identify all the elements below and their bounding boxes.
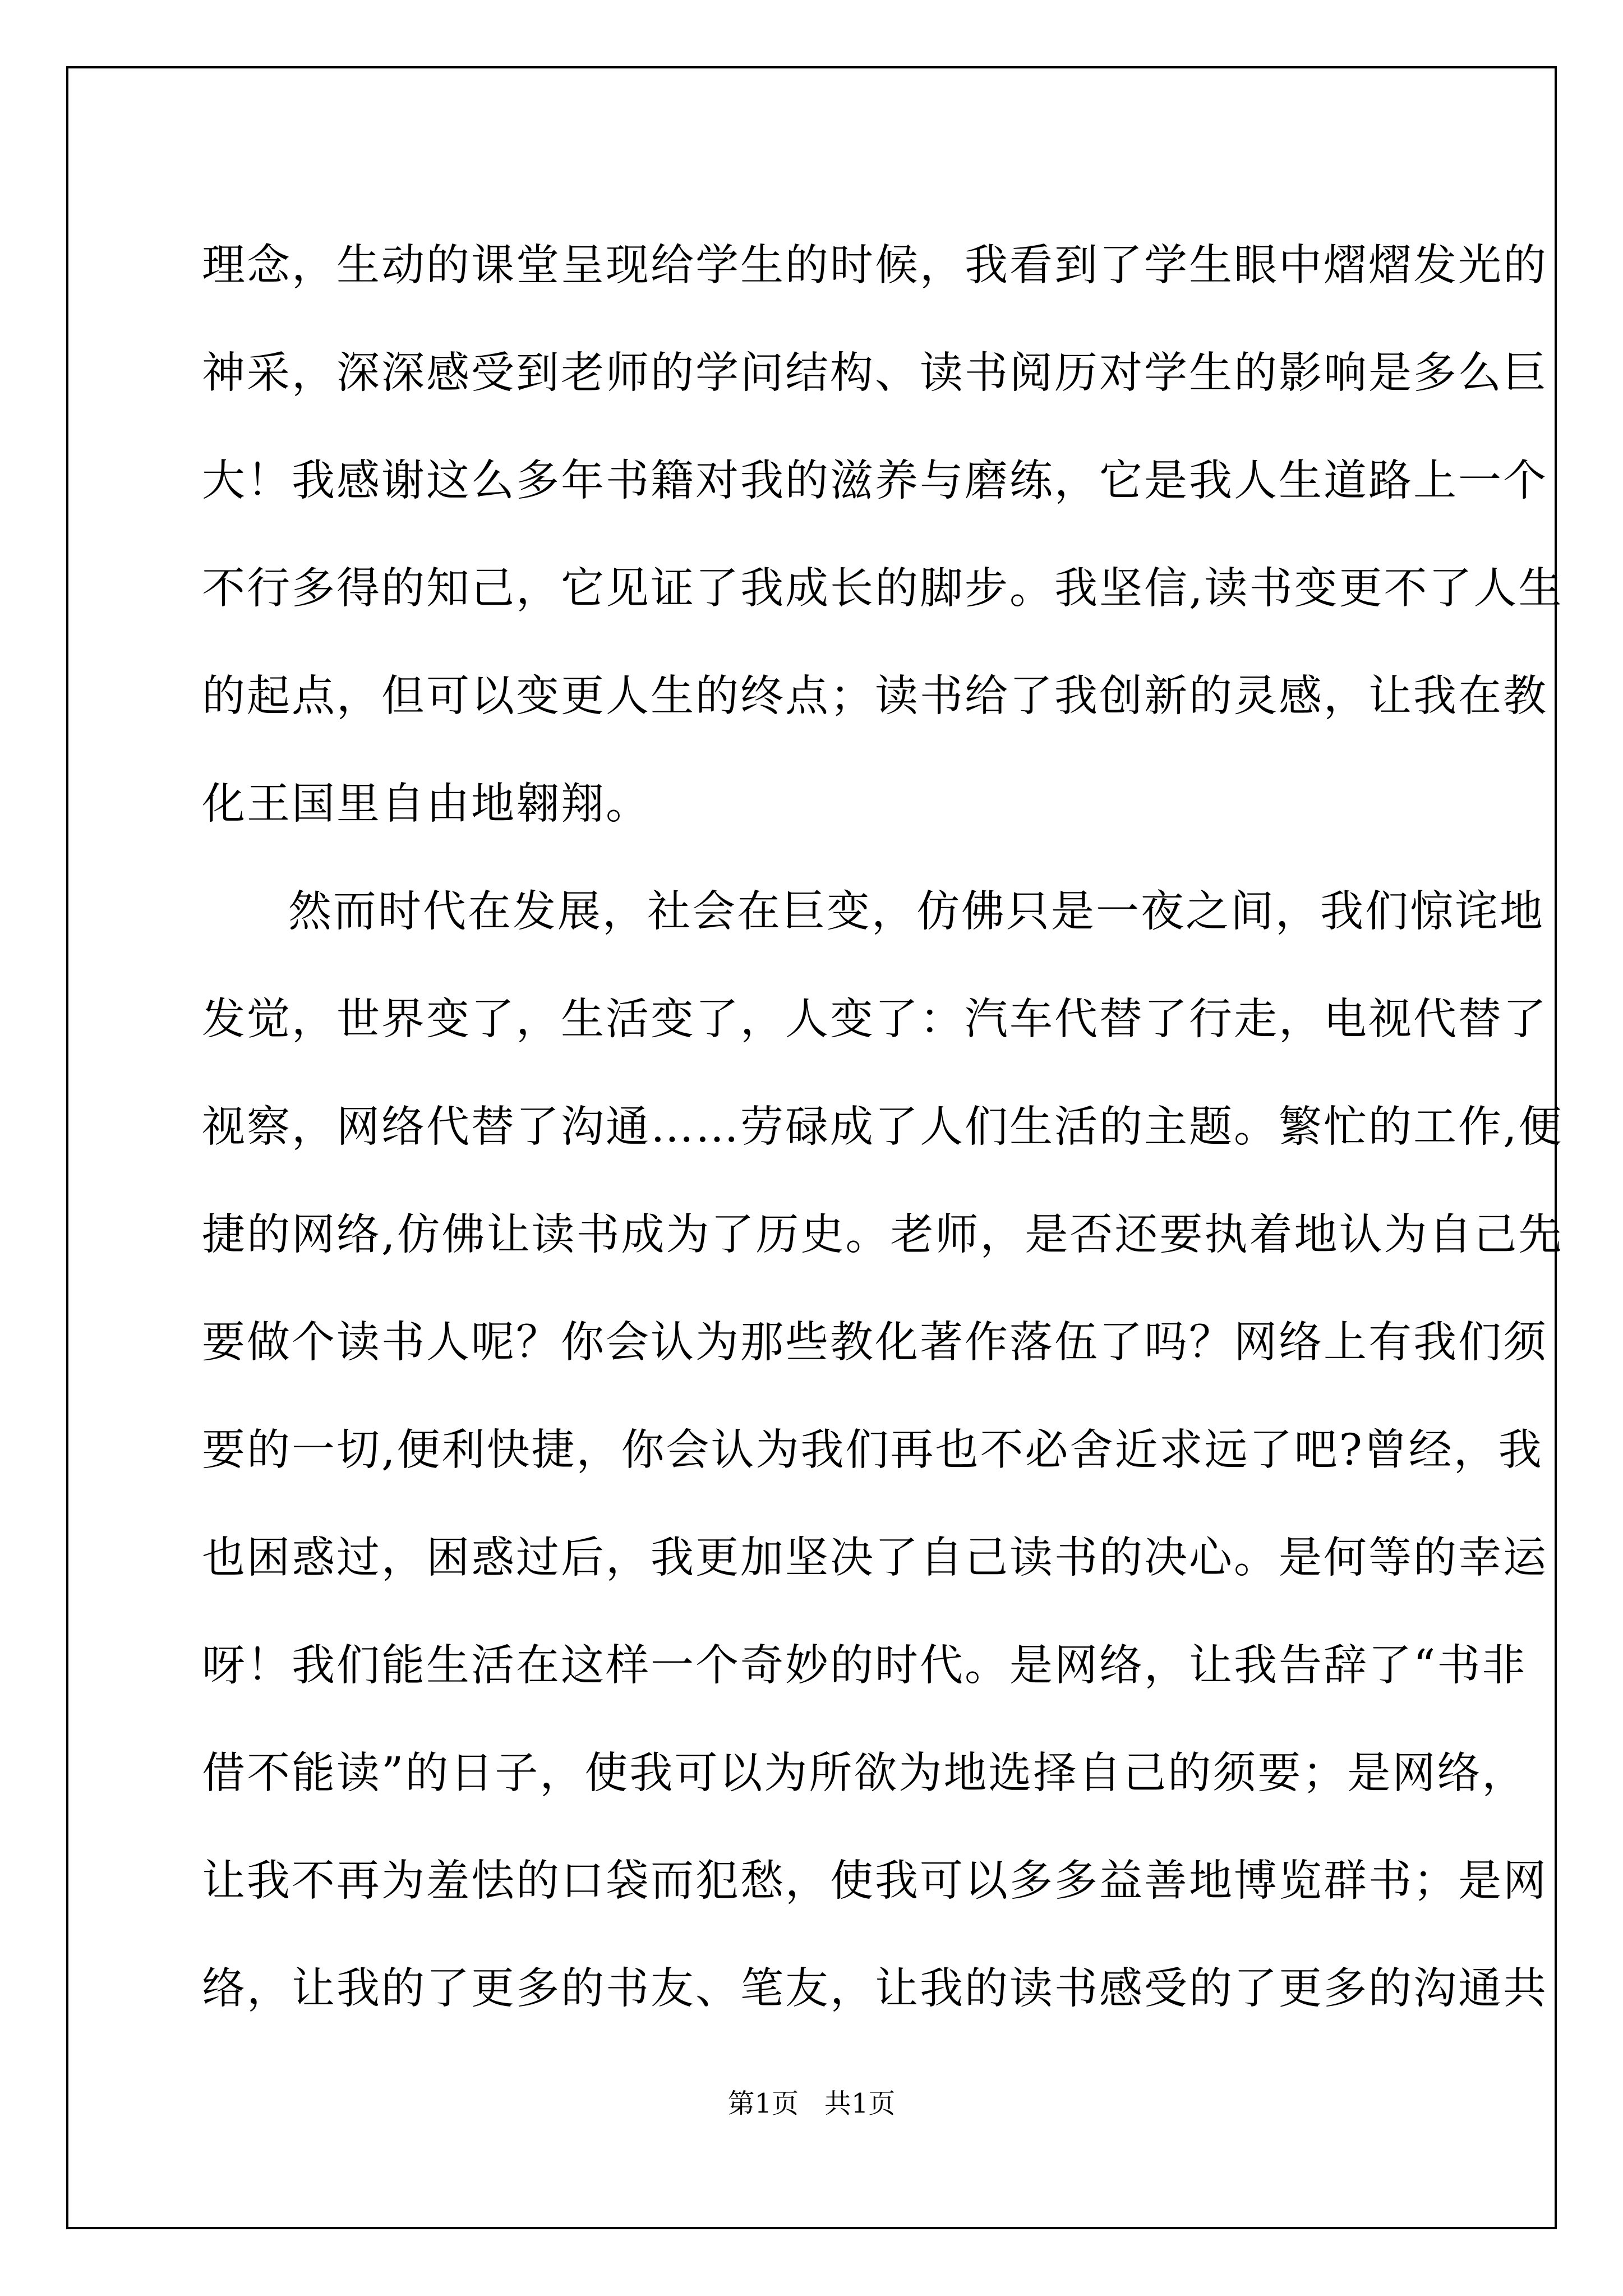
- text-line-12: 要的一切,便利快捷，你会认为我们再也不必舍近求远了吧?曾经，我: [202, 1425, 1543, 1475]
- text-line-11: 要做个读书人呢？你会认为那些教化著作落伍了吗？网络上有我们须: [202, 1318, 1548, 1368]
- text-line-15: 借不能读”的日子，使我可以为所欲为地选择自己的须要；是网络，: [202, 1749, 1527, 1798]
- text-line-3: 大！我感谢这么多年书籍对我的滋养与磨练，它是我人生道路上一个: [202, 456, 1548, 506]
- text-line-8: 发觉，世界变了，生活变了，人变了：汽车代替了行走，电视代替了: [202, 995, 1548, 1045]
- text-line-7: 然而时代在发展，社会在巨变，仿佛只是一夜之间，我们惊诧地: [288, 887, 1544, 937]
- text-line-17: 络，让我的了更多的书友、笔友，让我的读书感受的了更多的沟通共: [202, 1964, 1548, 2014]
- text-line-10: 捷的网络,仿佛让读书成为了历史。老师，是否还要执着地认为自己先: [202, 1210, 1564, 1260]
- text-line-13: 也困惑过，困惑过后，我更加坚决了自己读书的决心。是何等的幸运: [202, 1533, 1548, 1583]
- text-line-1: 理念，生动的课堂呈现给学生的时候，我看到了学生眼中熠熠发光的: [202, 241, 1548, 291]
- text-line-14: 呀！我们能生活在这样一个奇妙的时代。是网络，让我告辞了“书非: [202, 1641, 1527, 1691]
- page-footer: 第1页 共1页: [727, 2088, 896, 2119]
- text-line-2: 神采，深深感受到老师的学问结构、读书阅历对学生的影响是多么巨: [202, 348, 1548, 398]
- text-line-6: 化王国里自由地翱翔。: [202, 779, 651, 829]
- text-line-4: 不行多得的知己，它见证了我成长的脚步。我坚信,读书变更不了人生: [202, 564, 1564, 614]
- text-line-5: 的起点，但可以变更人生的终点；读书给了我创新的灵感，让我在教: [202, 671, 1548, 721]
- text-line-9: 视察，网络代替了沟通……劳碌成了人们生活的主题。繁忙的工作,便: [202, 1102, 1564, 1152]
- text-line-16: 让我不再为羞怯的口袋而犯愁，使我可以多多益善地博览群书；是网: [202, 1856, 1548, 1906]
- document-body: [202, 212, 1564, 2043]
